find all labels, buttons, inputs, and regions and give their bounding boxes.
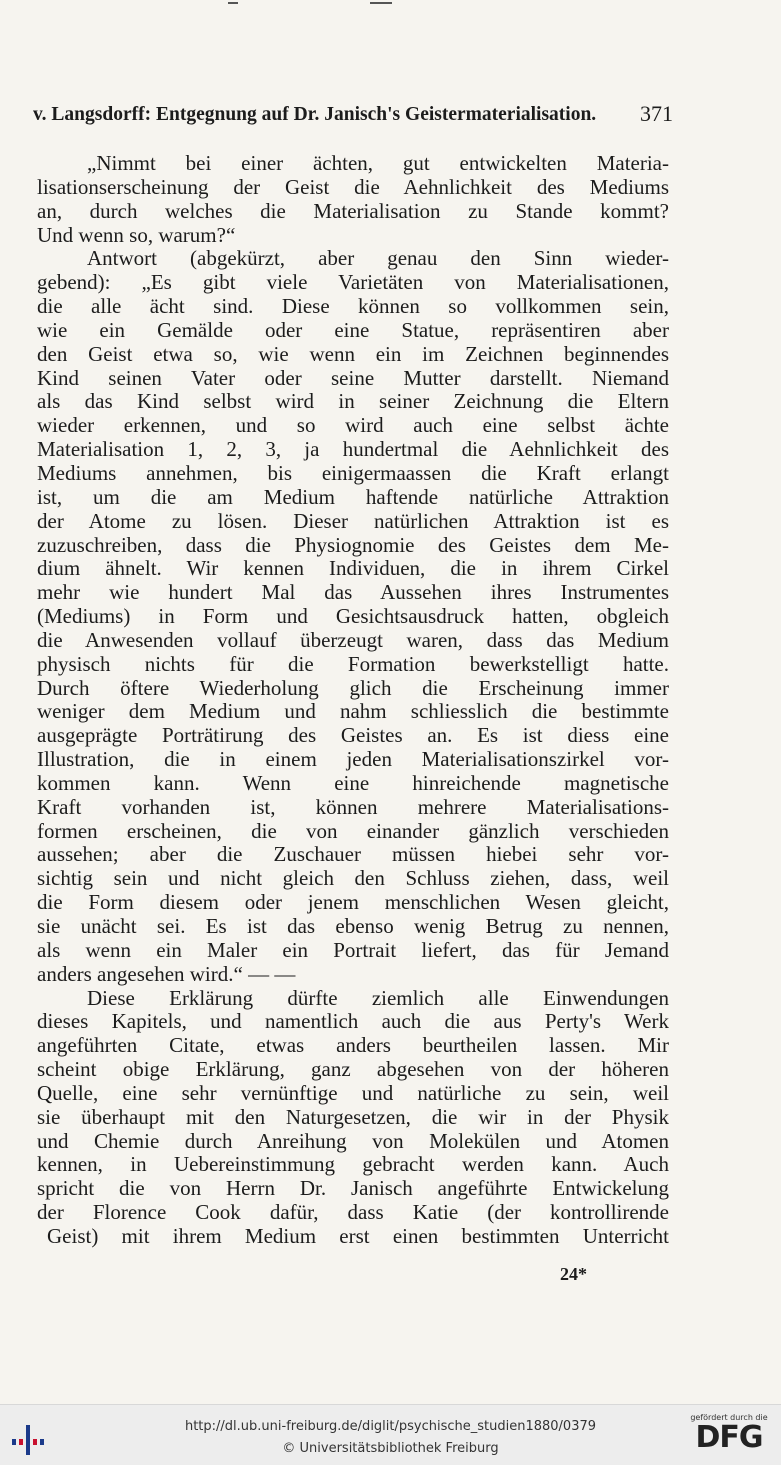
text-line: die Form diesem oder jenem menschlichen Wesen gleicht, (37, 890, 669, 915)
text-line: sie überhaupt mit den Naturgesetzen, die wir in der Physik (37, 1104, 669, 1129)
dfg-caption: gefördert durch die (690, 1413, 768, 1422)
text-line: angeführten Citate, etwas anders beurtheilen lassen. Mir (37, 1033, 669, 1058)
text-line: als wenn ein Maler ein Portrait liefert, das für Jemand (37, 937, 669, 962)
running-title: v. Langsdorff: Entgegnung auf Dr. Janisch's Geistermaterialisation. (33, 104, 597, 125)
text-line: mehr wie hundert Mal das Aussehen ihres Instrumentes (37, 580, 669, 605)
text-line: der Atome zu lösen. Dieser natürlichen Attraktion ist es (37, 508, 669, 533)
text-line: und Chemie durch Anreihung von Molekülen und Atomen (37, 1128, 669, 1153)
text-line: ist, um die am Medium haftende natürliche Attraktion (37, 484, 669, 509)
text-line: an, durch welches die Materialisation zu Stande kommt? (37, 198, 669, 223)
text-line: sie unächt sei. Es ist das ebenso wenig Betrug zu nennen, (37, 914, 669, 938)
page-number: 371 (640, 101, 673, 126)
running-head (33, 101, 673, 127)
text-line: sichtig sein und nicht gleich den Schluss ziehen, dass, weil (37, 866, 669, 891)
top-scan-marks (0, 0, 781, 12)
text-line: formen erscheinen, die von einander gänzlich verschieden (37, 818, 669, 843)
source-url[interactable]: http://dl.ub.uni-freiburg.de/diglit/psychische_studien1880/0379 (184, 1419, 597, 1434)
text-line: (Mediums) in Form und Gesichtsausdruck hatten, obgleich (37, 604, 669, 629)
text-line: Quelle, eine sehr vernünftige und natürliche zu sein, weil (37, 1080, 669, 1105)
body-text (37, 152, 669, 1249)
text-line: gebend): „Es gibt viele Varietäten von Materialisationen, (37, 270, 669, 295)
text-line: kommen kann. Wenn eine hinreichende magnetische (37, 770, 669, 795)
text-line: der Florence Cook dafür, dass Katie (der kontrollirende (37, 1200, 669, 1225)
text-line: kennen, in Uebereinstimmung gebracht werden kann. Auch (37, 1152, 669, 1177)
text-line: Illustration, die in einem jeden Materialisationszirkel vor- (37, 747, 669, 772)
text-line: Und wenn so, warum?“ (37, 222, 236, 247)
text-line: die alle ächt sind. Diese können so vollkommen sein, (37, 294, 669, 319)
viewer-footer (0, 1404, 781, 1465)
copyright-line: © Universitätsbibliothek Freiburg (282, 1441, 499, 1456)
dfg-block (687, 1413, 771, 1454)
text-line: Materialisation 1, 2, 3, ja hundertmal die Aehnlichkeit des (37, 437, 669, 462)
text-line: den Geist etwa so, wie wenn ein im Zeichnen beginnendes (37, 341, 669, 366)
text-line: wieder erkennen, und so wird auch eine selbst ächte (37, 413, 669, 438)
text-line: dieses Kapitels, und namentlich auch die aus Perty's Werk (37, 1009, 669, 1034)
text-line: Antwort (abgekürzt, aber genau den Sinn wieder- (87, 246, 669, 271)
text-line: zuzuschreiben, dass die Physiognomie des Geistes dem Me- (37, 532, 669, 557)
text-line: Geist) mit ihrem Medium erst einen bestimmten Unterricht (47, 1223, 669, 1248)
text-line: physisch nichts für die Formation bewerkstelligt hatte. (37, 651, 669, 676)
text-line: anders angesehen wird.“ — — (37, 961, 296, 986)
dfg-logo: DFG (695, 1420, 763, 1455)
text-line: die Anwesenden vollauf überzeugt waren, dass das Medium (37, 627, 669, 652)
text-line: Kraft vorhanden ist, können mehrere Materialisations- (37, 794, 669, 819)
text-line: Durch öftere Wiederholung glich die Erscheinung immer (37, 675, 669, 700)
signature-mark: 24* (560, 1264, 587, 1284)
text-line: weniger dem Medium und nahm schliesslich die bestimmte (37, 699, 669, 724)
text-line: Mediums annehmen, bis einigermaassen die Kraft erlangt (37, 460, 669, 485)
text-line: als das Kind selbst wird in seiner Zeichnung die Eltern (37, 389, 669, 414)
text-line: dium ähnelt. Wir kennen Individuen, die in ihrem Cirkel (37, 556, 669, 581)
text-line: spricht die von Herrn Dr. Janisch angeführte Entwickelung (37, 1176, 669, 1201)
text-line: Kind seinen Vater oder seine Mutter darstellt. Niemand (37, 365, 669, 390)
text-line: scheint obige Erklärung, ganz abgesehen von der höheren (37, 1057, 669, 1082)
text-line: „Nimmt bei einer ächten, gut entwickelten Materia- (87, 151, 669, 175)
text-line: ausgeprägte Porträtirung des Geistes an. Es ist diess eine (37, 723, 669, 748)
text-line: Diese Erklärung dürfte ziemlich alle Einwendungen (87, 985, 669, 1010)
text-line: wie ein Gemälde oder eine Statue, repräsentiren aber (37, 317, 669, 342)
text-line: aussehen; aber die Zuschauer müssen hiebei sehr vor- (37, 842, 669, 867)
text-line: lisationserscheinung der Geist die Aehnlichkeit des Mediums (37, 174, 669, 199)
